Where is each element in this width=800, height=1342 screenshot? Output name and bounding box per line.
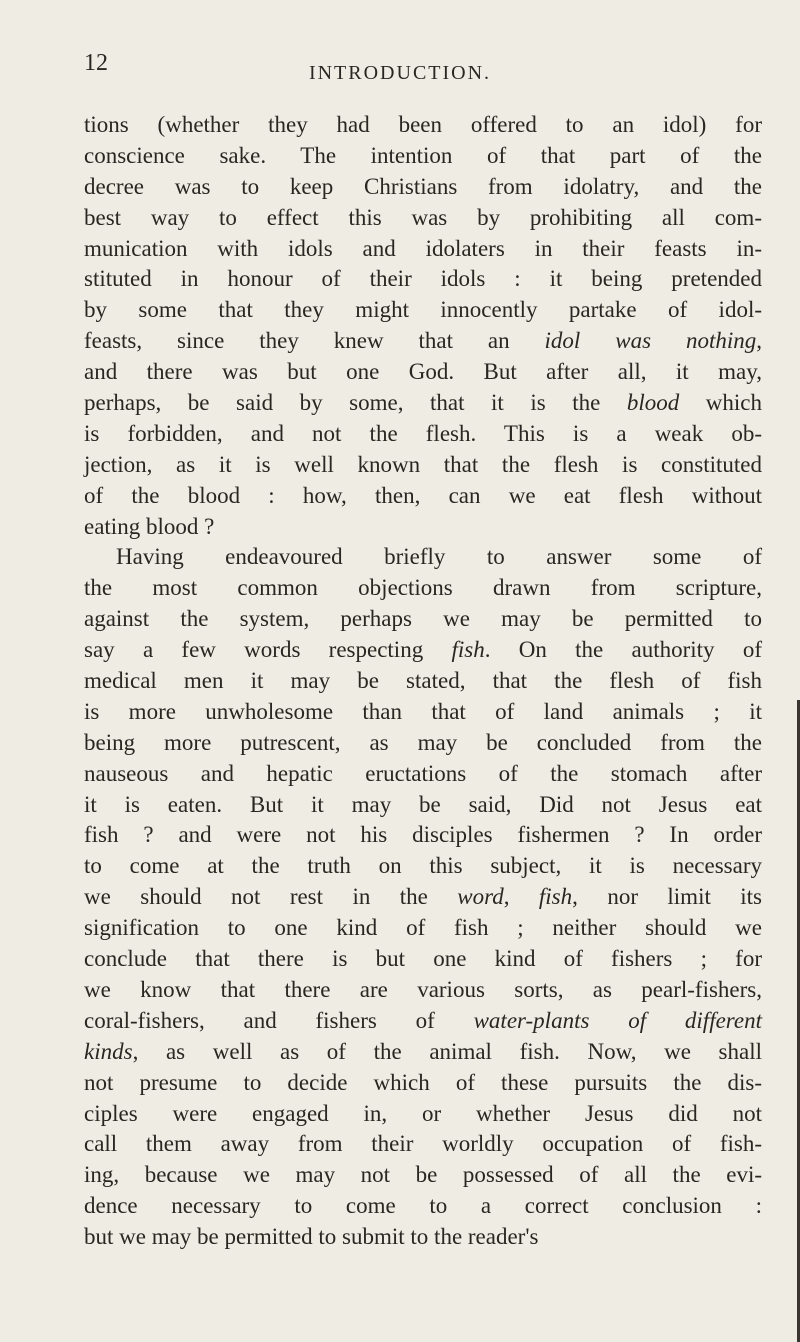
text-segment: which (679, 390, 762, 416)
text-segment: is forbidden, and not the flesh. This is a weak ob- (84, 420, 762, 446)
text-line (84, 295, 762, 326)
text-line (84, 790, 762, 821)
text-line (84, 1191, 762, 1222)
text-segment: medical men it may be stated, that the flesh of fish (84, 668, 762, 694)
text-segment: conclude that there is but one kind of fishers ; for (84, 946, 762, 972)
text-line (84, 944, 762, 975)
text-line (84, 512, 762, 543)
text-segment: the most common objections drawn from scripture, (84, 575, 762, 601)
text-line (84, 419, 762, 450)
italic-text: blood (626, 390, 680, 416)
text-segment: to come at the truth on this subject, it is necessary (84, 853, 762, 879)
text-segment: , (503, 884, 539, 910)
text-line (84, 110, 762, 141)
text-segment: coral-fishers, and fishers of (84, 1007, 474, 1033)
text-segment: of the blood : how, then, can we eat flesh without (84, 482, 762, 508)
text-segment: say a few words respecting (84, 637, 452, 663)
text-line (84, 542, 762, 573)
text-line (84, 481, 762, 512)
text-line (84, 1006, 762, 1037)
text-line (84, 975, 762, 1006)
text-segment: feasts, since they knew that an (84, 328, 545, 354)
text-line (84, 759, 762, 790)
text-line (84, 820, 762, 851)
text-line (84, 326, 762, 357)
text-segment: , nor limit its (572, 884, 762, 910)
text-line (84, 203, 762, 234)
text-segment: dence necessary to come to a correct conclusion : (84, 1193, 762, 1219)
text-segment: and there was but one God. But after all, it may, (84, 359, 762, 385)
text-line (84, 141, 762, 172)
text-line (84, 913, 762, 944)
text-segment: but we may be permitted to submit to the reader's (84, 1224, 539, 1250)
text-line (84, 1222, 762, 1253)
text-segment: Having endeavoured briefly to answer some of (116, 544, 762, 570)
text-segment: we should not rest in the (84, 884, 458, 910)
text-segment: perhaps, be said by some, that it is the (84, 390, 627, 416)
text-segment: munication with idols and idolaters in their feasts in- (84, 235, 762, 261)
text-line (84, 357, 762, 388)
italic-text: fish (451, 637, 485, 663)
text-line (84, 573, 762, 604)
text-segment: decree was to keep Christians from idolatry, and the (84, 173, 762, 199)
text-line (84, 1129, 762, 1160)
text-line (84, 851, 762, 882)
text-segment: best way to effect this was by prohibiting all com- (84, 204, 762, 230)
page-number: 12 (84, 50, 108, 76)
text-segment: ing, because we may not be possessed of all the evi- (84, 1162, 762, 1188)
text-segment: . On the authority of (484, 637, 762, 663)
italic-text: fish (538, 884, 573, 910)
text-segment: conscience sake. The intention of that part of the (84, 142, 762, 168)
text-segment: being more putrescent, as may be concluded from the (84, 729, 762, 755)
text-segment: by some that they might innocently partake of idol- (84, 297, 762, 323)
text-segment: , (756, 328, 762, 354)
text-line (84, 635, 762, 666)
body-text (84, 110, 762, 1253)
text-line (84, 264, 762, 295)
text-line (84, 1160, 762, 1191)
running-head: INTRODUCTION. (308, 62, 492, 84)
italic-text: idol was nothing (544, 328, 757, 354)
text-line (84, 1037, 762, 1068)
text-segment: jection, as it is well known that the flesh is constituted (84, 451, 762, 477)
text-line (84, 172, 762, 203)
text-segment: we know that there are various sorts, as pearl-fishers, (84, 976, 762, 1002)
text-segment: not presume to decide which of these pursuits the dis- (84, 1069, 762, 1095)
italic-text: word (457, 884, 504, 910)
text-line (84, 697, 762, 728)
text-segment: is more unwholesome than that of land animals ; it (84, 698, 762, 724)
text-line (84, 882, 762, 913)
text-segment: stituted in honour of their idols : it being pretended (84, 266, 762, 292)
italic-text: water-plants of different (473, 1007, 762, 1033)
text-segment: call them away from their worldly occupation of fish- (84, 1131, 762, 1157)
text-segment: against the system, perhaps we may be permitted to (84, 606, 762, 632)
text-segment: it is eaten. But it may be said, Did not Jesus eat (84, 791, 762, 817)
text-segment: eating blood ? (84, 513, 215, 539)
text-line (84, 388, 762, 419)
text-line (84, 234, 762, 265)
text-line (84, 728, 762, 759)
text-line (84, 604, 762, 635)
text-segment: , as well as of the animal fish. Now, we shall (132, 1038, 762, 1064)
italic-text: kinds (84, 1038, 133, 1064)
text-segment: tions (whether they had been offered to an idol) for (84, 112, 762, 137)
text-segment: signification to one kind of fish ; neither should we (84, 915, 762, 941)
text-segment: fish ? and were not his disciples fishermen ? In order (84, 822, 762, 848)
text-line (84, 666, 762, 697)
text-segment: ciples were engaged in, or whether Jesus did not (84, 1100, 762, 1126)
text-line (84, 1099, 762, 1130)
text-line (84, 1068, 762, 1099)
text-line (84, 450, 762, 481)
text-segment: nauseous and hepatic eructations of the stomach after (84, 760, 762, 786)
